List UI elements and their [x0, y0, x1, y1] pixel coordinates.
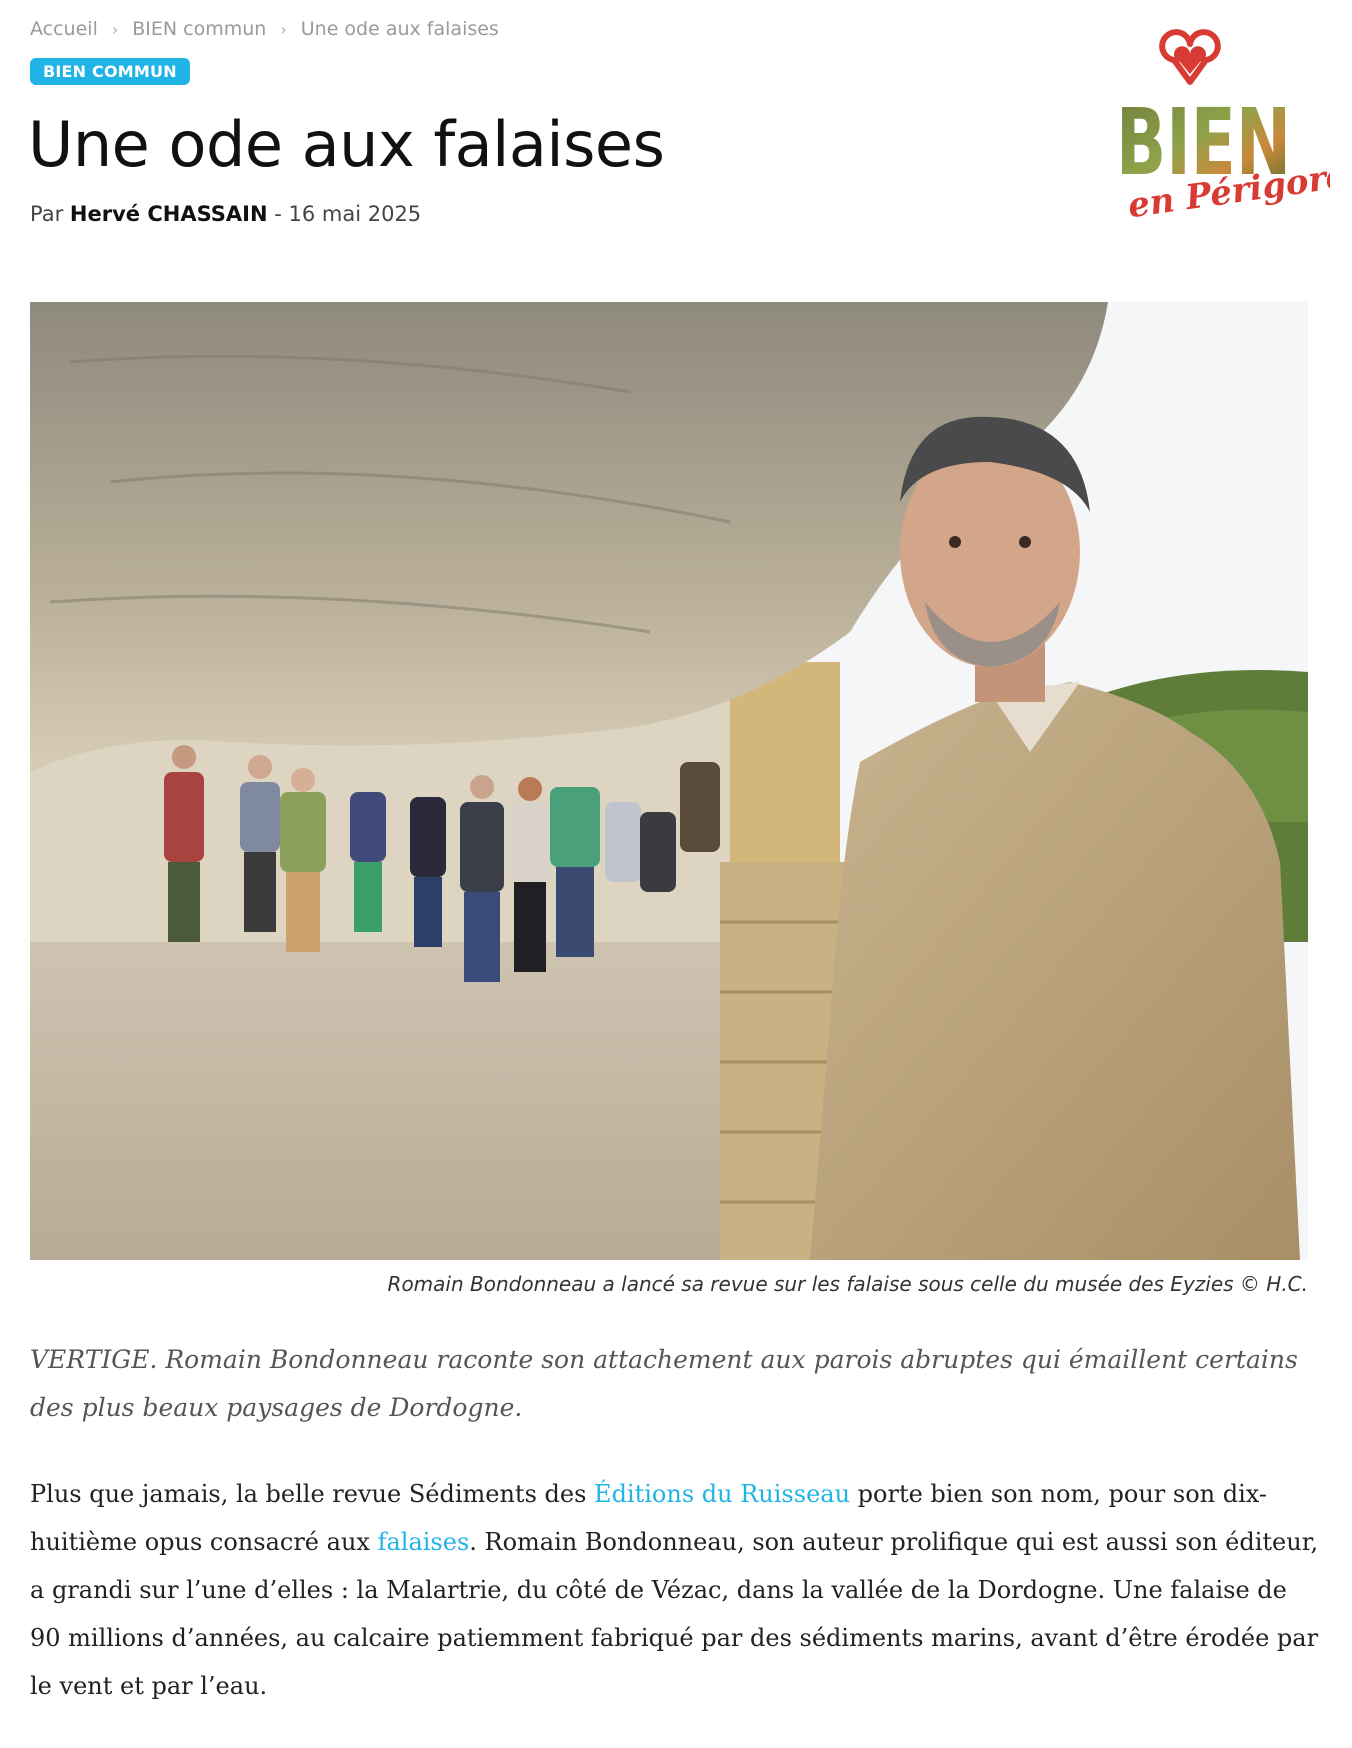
editions-link[interactable]: Éditions du Ruisseau — [594, 1480, 851, 1508]
paragraph-text: porte bien son nom, pour son dix-huitième opus consacré aux — [30, 1480, 1268, 1556]
photo-illustration — [30, 302, 1308, 1260]
author-link[interactable]: Hervé CHASSAIN — [69, 202, 268, 226]
site-logo-graphic — [1090, 24, 1330, 234]
category-badge[interactable]: BIEN COMMUN — [30, 58, 190, 85]
article-lead: VERTIGE. Romain Bondonneau raconte son attachement aux parois abruptes qui émaillent certains des plus beaux paysages de Dordogne. — [30, 1345, 1298, 1422]
breadcrumb — [30, 18, 499, 40]
article-date: 16 mai 2025 — [288, 202, 422, 226]
author-prefix: Par — [30, 202, 64, 226]
article-photo — [30, 302, 1308, 1260]
paragraph-text: . Romain Bondonneau, son auteur prolifique qui est aussi son éditeur, a grandi sur l’une d’elles : la Malartrie, du côté de Vézac, dans la vallée de la Dordogne. Une falaise de 90 millions d’années, au calcaire patiemment fabriqué par des sédiments marins, avant d’être érodée par le vent et par l’eau. — [30, 1528, 1319, 1700]
breadcrumb-home-link[interactable]: Accueil — [30, 18, 98, 40]
logo-tagline: en Périgord — [1125, 155, 1330, 227]
article-meta — [30, 202, 421, 226]
breadcrumb-current: Une ode aux falaises — [300, 18, 499, 40]
page-title: Une ode aux falaises — [28, 108, 665, 181]
falaises-link[interactable]: falaises — [377, 1528, 470, 1556]
logo-word: BIEN — [1116, 89, 1291, 196]
chevron-right-icon: › — [280, 19, 287, 39]
heart-pin-icon — [1162, 32, 1218, 82]
chevron-right-icon: › — [111, 19, 119, 39]
photo-caption: Romain Bondonneau a lancé sa revue sur les falaise sous celle du musée des Eyzies © H.C. — [387, 1272, 1308, 1296]
site-logo[interactable] — [1090, 24, 1330, 234]
date-separator: - — [274, 202, 282, 226]
breadcrumb-section-link[interactable]: BIEN commun — [132, 18, 267, 40]
article-paragraph — [30, 1470, 1320, 1710]
paragraph-text: Plus que jamais, la belle revue Sédiments des — [30, 1480, 595, 1508]
